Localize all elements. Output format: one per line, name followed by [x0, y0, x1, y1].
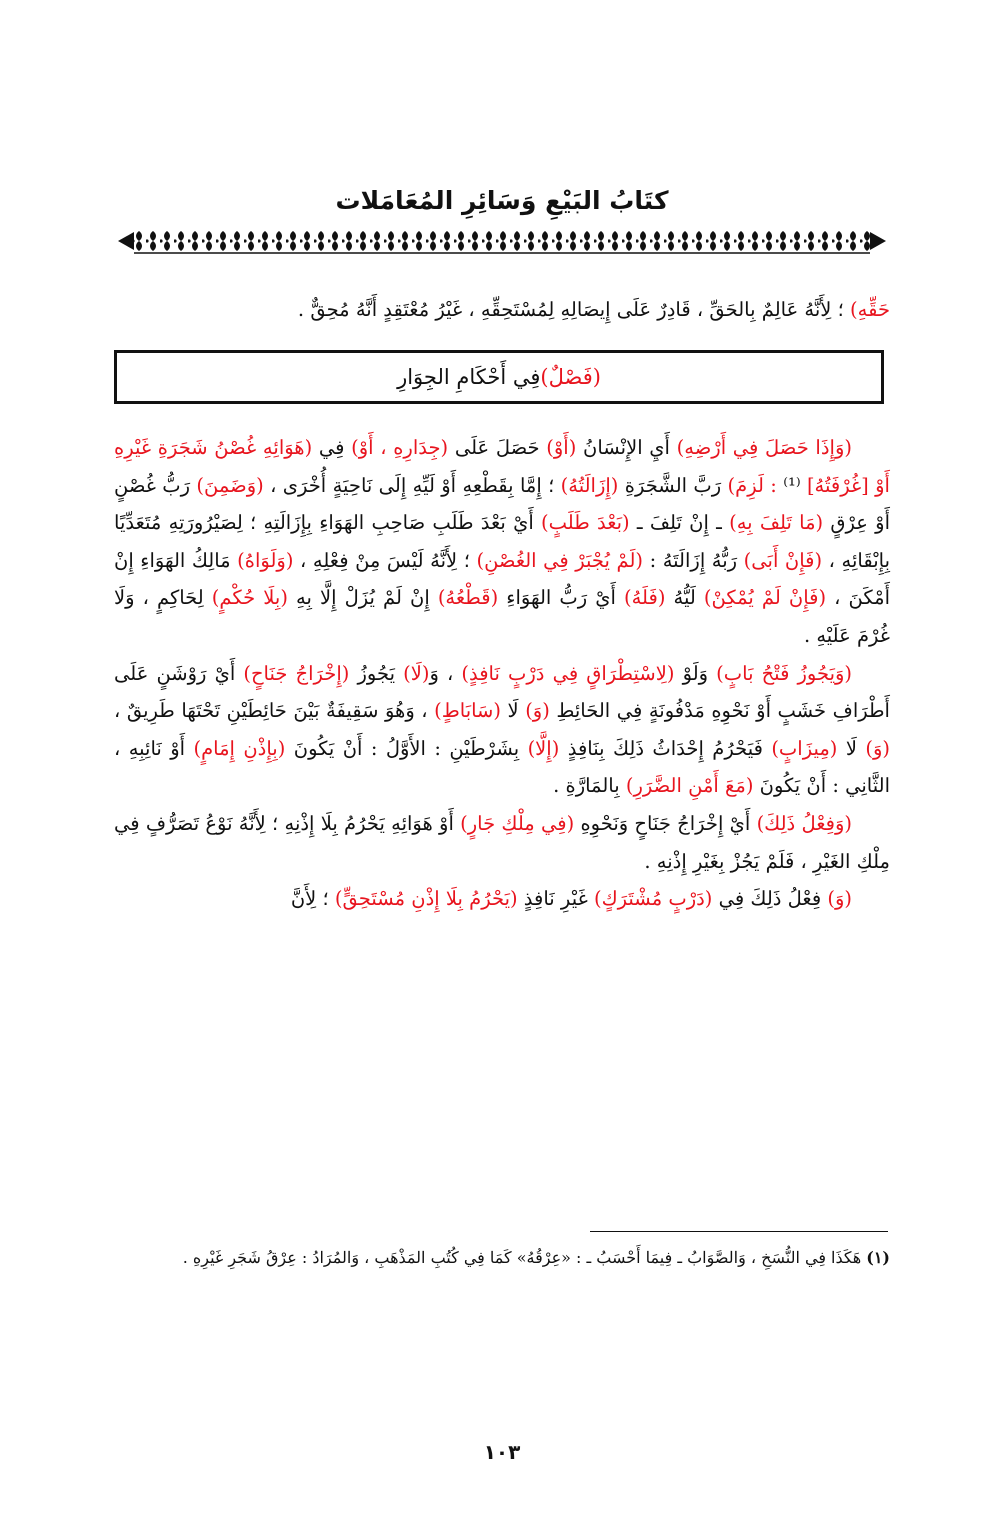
page-number: ١٠٣ — [483, 1440, 521, 1464]
matn-text-segment: حَقِّهِ) — [850, 298, 890, 321]
matn-text-segment: (لَمْ يُجْبَرْ فِي الغُصْنِ) — [476, 548, 644, 572]
ornament-border-icon — [118, 228, 886, 254]
sharh-text-segment: بِشَرْطَيْنِ : الأَوَّلُ : أَنْ يَكُونَ — [285, 736, 528, 760]
sharh-text-segment: أَوْ هَوَائِهِ يَحْرُمُ بِلَا إِذْنِهِ ؛ لِأَنَّهُ نَوْعُ تَصَرُّفٍ فِي مِلْكِ الغَيْرِ ، فَلَمْ يَجُزْ بِغَيْرِ إِذْنِهِ . — [114, 811, 890, 873]
matn-text-segment: (دَرْبٍ مُشْتَرَكٍ) — [593, 887, 713, 911]
matn-text-segment: (مِيزَابٍ) — [771, 736, 838, 760]
matn-text-segment: (بِإِذْنِ إِمَامٍ) — [193, 736, 286, 760]
matn-text-segment: (وَ) — [525, 699, 550, 723]
sharh-text-segment: ⁽¹⁾ — [776, 473, 807, 497]
matn-text-segment: (وَلَوَاهُ) — [237, 548, 294, 572]
sharh-text-segment: لَا — [837, 736, 866, 760]
sharh-text-segment: رَبَّ الشَّجَرَةِ — [618, 473, 728, 497]
sharh-text-segment: لَيُّهُ — [665, 586, 704, 610]
matn-text-segment: (فَلَهُ) — [624, 586, 666, 610]
matn-text-segment: (أَوْ) — [546, 436, 577, 459]
matn-text-segment: (يَحْرُمُ بِلَا إِذْنِ مُسْتَحِقٍّ) — [334, 887, 518, 911]
matn-text-segment: (وَإِذَا حَصَلَ فِي أَرْضِهِ) — [676, 436, 852, 459]
body-paragraph — [114, 429, 890, 655]
section-heading-title: فِي أَحْكَامِ الجِوَارِ — [397, 365, 541, 389]
sharh-text-segment: حَصَلَ عَلَى — [448, 436, 547, 459]
lead-text — [114, 291, 890, 329]
matn-text-segment: (وَفِعْلُ ذَلِكَ) — [756, 811, 853, 835]
sharh-text-segment: إِنْ لَمْ يُزَلْ إِلَّا بِهِ — [287, 586, 438, 610]
matn-text-segment: (قَطْعُهُ) — [437, 586, 499, 610]
matn-text-segment: (مَا تَلِفَ بِهِ) — [729, 511, 824, 535]
matn-text-segment: (إِخْرَاجُ جَنَاحٍ) — [243, 661, 350, 685]
footnote-text: هَكَذَا فِي النُّسَخِ ، وَالصَّوَابُ ـ فِيمَا أَحْسَبُ ـ : «عِرْقُهُ» كَمَا فِي كُتُبِ المَذْهَبِ ، وَالمُرَادُ : عِرْقُ شَجَرِ غَيْرِهِ . — [182, 1248, 867, 1267]
sharh-text-segment: رَبُّهُ إِزَالَتَهُ : — [643, 548, 744, 572]
body-paragraph — [114, 655, 890, 805]
sharh-text-segment: لَا — [501, 699, 526, 723]
main-body-text — [114, 429, 890, 918]
footnote-separator — [590, 1231, 888, 1232]
matn-text-segment: (إِلَّا) — [527, 736, 560, 760]
sharh-text-segment: أَيْ رَبُّ الهَوَاءِ — [498, 586, 624, 610]
matn-text-segment: (بَعْدَ طَلَبٍ) — [541, 511, 630, 535]
sharh-text-segment: ، وَهُوَ سَقِيفَةٌ بَيْنَ حَائِطَيْنِ تَحْتَهَا طَرِيقٌ ، — [114, 699, 435, 723]
body-paragraph — [114, 805, 890, 880]
sharh-text-segment: رَبُّ غُصْنٍ أَوْ عِرْقٍ — [114, 473, 890, 535]
matn-text-segment: (فَإِنْ لَمْ يُمْكِنْ) — [703, 586, 827, 610]
matn-text-segment: (وَضَمِنَ) — [196, 473, 264, 497]
matn-text-segment: (هَوَائِهِ غُصْنُ شَجَرَةِ غَيْرِهِ أَوْ [غُرْفَتُهُ] — [114, 436, 890, 497]
footnote-number: (١) — [866, 1248, 890, 1267]
running-title: كتَابُ البَيْعِ وَسَائِرِ المُعَامَلات — [335, 186, 669, 215]
matn-text-segment: (مَعَ أَمْنِ الضَّرَرِ) — [625, 774, 754, 798]
sharh-text-segment: ، وَ — [429, 661, 462, 685]
sharh-text-segment: أَيِ الإِنْسَانُ — [576, 436, 677, 459]
footnote — [114, 1242, 890, 1274]
matn-text-segment: (وَ) — [865, 736, 890, 760]
sharh-text-segment: غَيْرِ نَافِذٍ — [517, 887, 594, 911]
matn-text-segment: (سَابَاطٍ) — [434, 699, 502, 723]
sharh-text-segment: وَلَوْ — [674, 661, 717, 685]
section-heading-marker: (فَصْلٌ) — [540, 365, 601, 389]
sharh-text-segment: مَالِكُ الهَوَاءِ إِنْ أَمْكَنَ ، — [114, 548, 890, 610]
sharh-text-segment: ـ إِنْ تَلِفَ ـ — [629, 511, 730, 535]
matn-text-segment: (لَا) — [403, 661, 430, 685]
sharh-text-segment: ؛ إِمَّا بِقَطْعِهِ أَوْ لَيِّهِ إِلَى نَاحِيَةٍ أُخْرَى ، — [263, 473, 561, 497]
matn-text-segment: (وَيَجُوزُ فَتْحُ بَابٍ) — [716, 661, 853, 685]
sharh-text-segment: يَجُوزُ — [349, 661, 404, 685]
matn-text-segment: : لَزِمَ) — [727, 473, 777, 497]
sharh-text-segment: أَيْ إِخْرَاجُ جَنَاحٍ وَنَحْوِهِ — [574, 811, 757, 835]
lead-paragraph — [114, 291, 890, 329]
sharh-text-segment: فَيَحْرُمُ إِحْدَاثُ ذَلِكَ بِنَافِذٍ — [559, 736, 772, 760]
sharh-text-segment: أَوْ نَائِبِهِ ، الثَّانِي : أَنْ يَكُونَ — [114, 736, 890, 798]
sharh-text-segment: ؛ لِأَنَّ — [290, 887, 335, 911]
sharh-text-segment: بِالمَارَّةِ . — [553, 774, 626, 798]
matn-text-segment: (وَ) — [827, 887, 852, 911]
body-paragraph — [114, 880, 890, 918]
sharh-text-segment: أَيْ رَوْشَنٍ عَلَى أَطْرَافِ خَشَبٍ أَوْ نَحْوِهِ مَدْفُونَةٍ فِي الحَائِطِ — [114, 661, 890, 723]
sharh-text-segment: فِي — [312, 436, 352, 459]
sharh-text-segment: لِحَاكِمٍ ، وَلَا غُرْمَ عَلَيْهِ . — [114, 586, 890, 647]
sharh-text-segment: ؛ لِأَنَّهُ لَيْسَ مِنْ فِعْلِهِ ، — [293, 548, 477, 572]
section-heading-box — [114, 350, 884, 404]
matn-text-segment: (بِلَا حُكْمٍ) — [211, 586, 288, 610]
matn-text-segment: (فَإِنْ أَبَى) — [743, 548, 823, 572]
sharh-text-segment: فِعْلُ ذَلِكَ فِي — [712, 887, 828, 911]
matn-text-segment: (لِاسْتِطْرَاقٍ فِي دَرْبٍ نَافِذٍ) — [461, 661, 675, 685]
matn-text-segment: (فِي مِلْكِ جَارٍ) — [460, 811, 575, 835]
matn-text-segment: (إِزَالَتُهُ) — [560, 473, 619, 497]
sharh-text-segment: ؛ لِأَنَّهُ عَالِمٌ بِالحَقِّ ، قَادِرٌ عَلَى إِيصَالِهِ لِمُسْتَحِقِّهِ ، غَيْرُ مُعْتَقِدٍ أَنَّهُ مُحِقٌّ . — [297, 298, 851, 321]
matn-text-segment: (جِدَارِهِ ، أَوْ) — [351, 436, 449, 459]
sharh-text-segment: أَيْ بَعْدَ طَلَبِ صَاحِبِ الهَوَاءِ بِإِزَالَتِهِ ؛ لِصَيْرُورَتِهِ مُتَعَدِّيًا بِإِبْقَائِهِ ، — [114, 511, 890, 572]
